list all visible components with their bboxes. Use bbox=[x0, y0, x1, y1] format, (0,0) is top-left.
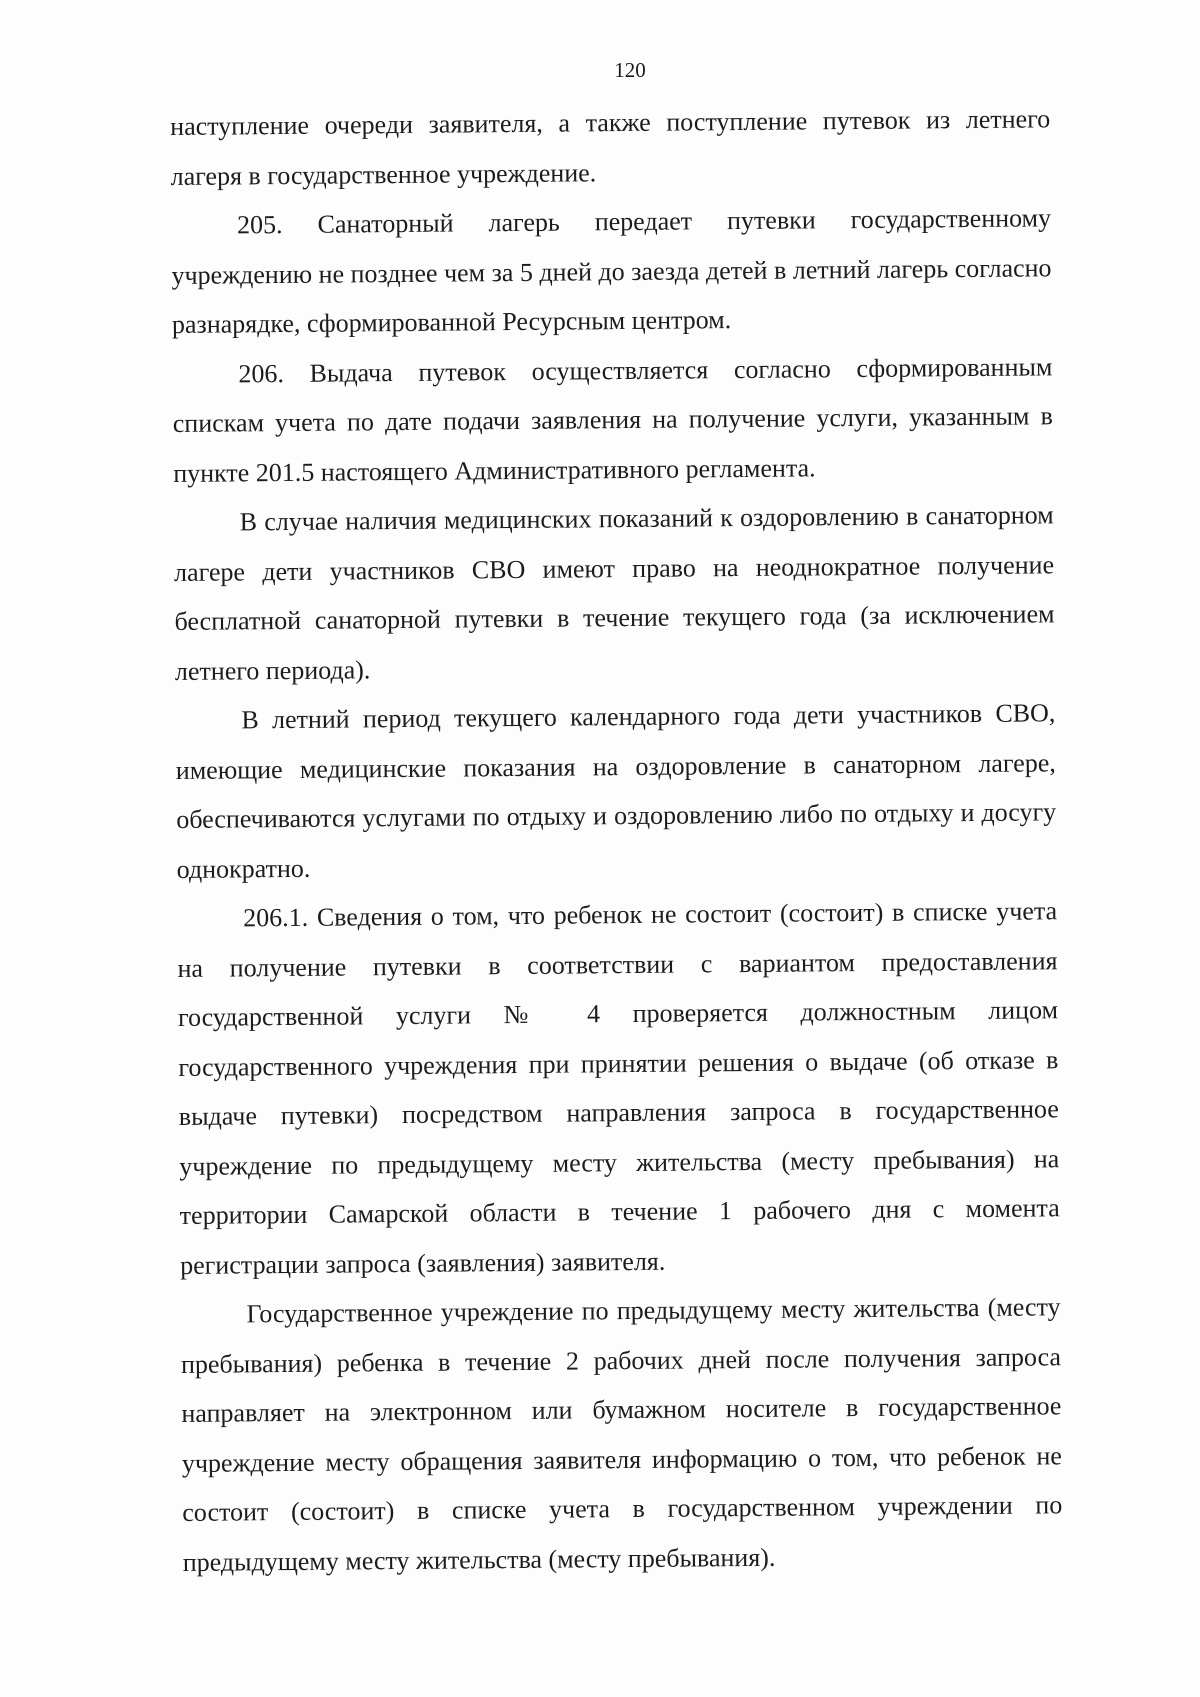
paragraph-206-1: 206.1. Сведения о том, что ребенок не состоит (состоит) в списке учета на получение путевки в соответствии с вариантом предоставления государственной услуги № 4 проверяется должностным лицом государственного учреждения при принятии решения о выдаче (об отказе в выдаче путевки) посредством направления запроса в государственное учреждение по предыдущему месту жительства (месту пребывания) на территории Самарской области в течение 1 рабочего дня с момента регистрации запроса (заявления) заявителя. bbox=[177, 896, 1060, 1280]
page-number: 120 bbox=[614, 58, 646, 82]
paragraph-previous-residence: Государственное учреждение по предыдущему месту жительства (месту пребывания) ребенка в течение 2 рабочих дней после получения запроса направляет на электронном или бумажном носителе в государственное учреждение месту обращения заявителя информацию о том, что ребенок не состоит (состоит) в списке учета в государственном учреждении по предыдущему месту жительства (месту пребывания). bbox=[180, 1292, 1063, 1577]
paragraph-206: 206. Выдача путевок осуществляется согласно сформированным спискам учета по дате подачи заявления на получение услуги, указанным в пункте 201.5 настоящего Административного регламента. bbox=[172, 351, 1053, 488]
document-body bbox=[170, 94, 1063, 1587]
paragraph-medical-indications: В случае наличия медицинских показаний к оздоровлению в санаторном лагере дети участников СВО имеют право на неоднократное получение бесплатной санаторной путевки в течение текущего года (за исключением летнего периода). bbox=[173, 500, 1055, 686]
paragraph-205: 205. Санаторный лагерь передает путевки государственному учреждению не позднее чем за 5 дней до заезда детей в летний лагерь согласно разнарядке, сформированной Ресурсным центром. bbox=[171, 203, 1052, 339]
paragraph-continuation: наступление очереди заявителя, а также поступление путевок из летнего лагеря в государственное учреждение. bbox=[170, 104, 1051, 191]
paragraph-summer-period: В летний период текущего календарного года дети участников СВО, имеющие медицинские показания на оздоровление в санаторном лагере, обеспечиваются услугами по отдыху и оздоровлению либо по отдыху и досугу однократно. bbox=[175, 698, 1057, 884]
